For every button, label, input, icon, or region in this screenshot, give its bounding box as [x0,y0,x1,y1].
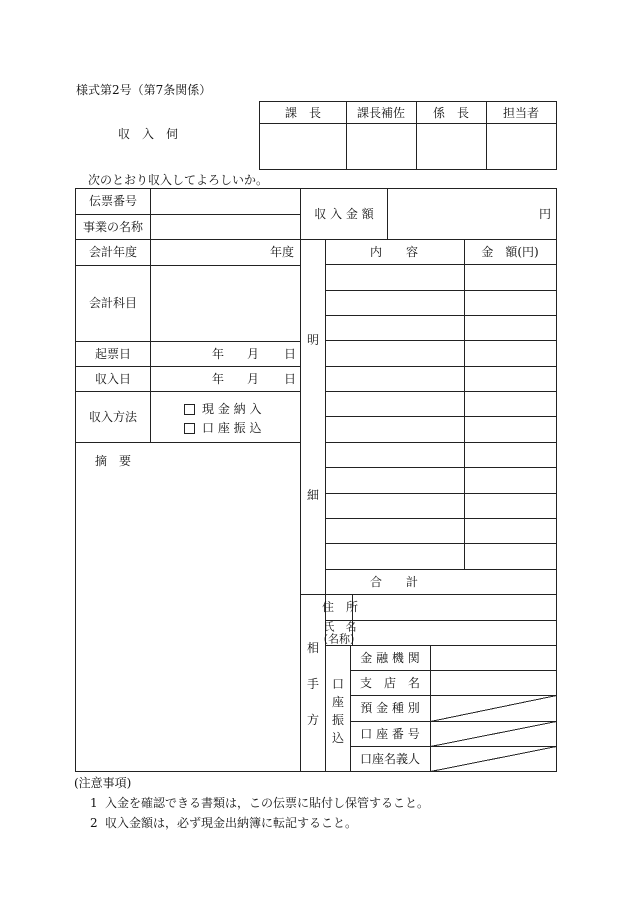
label-branch: 支 店 名 [359,676,421,690]
transfer-checkbox[interactable] [184,423,195,434]
branch-field[interactable] [431,671,556,695]
label-fiscal-year: 会計年度 [88,245,138,259]
receipt-date-year: 年 [212,372,225,386]
detail-total-field[interactable] [465,570,556,594]
method-transfer[interactable] [184,421,261,435]
fiscal-year-suffix: 年度 [270,245,295,259]
strike-holder [431,747,557,772]
issue-date-month: 月 [247,347,260,361]
stamp-subsection-chief[interactable] [417,124,486,169]
project-name-field[interactable] [151,215,300,239]
label-name-alt: (名称) [323,632,355,646]
label-receipt-date: 収入日 [94,372,132,386]
label-amount: 収 入 金 額 [314,207,374,221]
approval-header-subsection-chief: 係 長 [432,106,470,120]
receipt-date-day: 日 [284,372,297,386]
receipt-date-month: 月 [247,372,260,386]
page-title: 収 入 伺 [118,127,179,141]
transfer-label-3: 振 [331,713,345,727]
strike-deposit-type [431,696,557,722]
issue-date-year: 年 [212,347,225,361]
intro-text: 次のとおり収入してよろしいか。 [88,173,269,187]
note-2-text: 収入金額は，必ず現金出納簿に転記すること。 [105,816,358,830]
fiscal-year-field[interactable] [151,240,263,265]
issue-date-day: 日 [284,347,297,361]
note-1-number: 1 [90,796,98,810]
label-bank: 金 融 機 関 [360,651,420,665]
detail-content-header: 内 容 [369,245,419,259]
label-deposit-type: 預 金 種 別 [360,701,420,715]
method-cash-label: 現 金 納 入 [202,402,262,416]
detail-total-label: 合 計 [369,575,419,589]
transfer-label-1: 口 [331,677,345,691]
label-summary: 摘 要 [95,454,132,468]
party-label-3: 方 [306,713,320,727]
detail-rows-area[interactable] [326,265,556,569]
voucher-no-field[interactable] [151,189,300,214]
label-account-no: 口 座 番 号 [360,727,420,741]
transfer-label-4: 込 [331,731,345,745]
note-2-number: 2 [90,816,98,830]
name-field[interactable] [353,621,556,645]
issue-date-field[interactable] [151,342,300,366]
stamp-section-chief[interactable] [260,124,346,169]
bank-field[interactable] [431,646,556,670]
strike-account-no [431,722,557,747]
notes-heading: (注意事項) [74,776,132,790]
approval-header-section-chief: 課 長 [284,106,322,120]
approval-header-deputy-chief: 課長補佐 [356,106,406,120]
party-label-2: 手 [306,677,320,691]
label-holder: 口座名義人 [359,752,421,766]
method-cash[interactable] [184,402,261,416]
account-field[interactable] [151,266,300,341]
label-voucher-no: 伝票番号 [88,194,138,208]
detail-amount-header: 金 額(円) [481,245,539,259]
summary-field[interactable] [76,470,300,770]
note-1-text: 入金を確認できる書類は，この伝票に貼付し保管すること。 [105,796,430,810]
receipt-date-field[interactable] [151,367,300,391]
stamp-person-in-charge[interactable] [487,124,556,169]
method-transfer-label: 口 座 振 込 [202,421,262,435]
cash-checkbox[interactable] [184,404,195,415]
form-number: 様式第2号（第7条関係） [76,83,212,97]
label-project-name: 事業の名称 [82,220,144,234]
detail-label-2: 細 [306,488,320,502]
yen-unit: 円 [539,207,552,221]
address-field[interactable] [353,595,556,620]
label-address: 住 所 [321,600,359,614]
approval-header-person-in-charge: 担当者 [502,106,540,120]
detail-label-1: 明 [306,333,320,347]
label-name: 氏 名 [323,620,357,634]
stamp-deputy-chief[interactable] [347,124,416,169]
label-account: 会計科目 [88,296,138,310]
label-issue-date: 起票日 [94,347,132,361]
label-receipt-method: 収入方法 [88,410,138,424]
transfer-label-2: 座 [331,695,345,709]
amount-field[interactable] [388,189,548,239]
party-label-1: 相 [306,641,320,655]
